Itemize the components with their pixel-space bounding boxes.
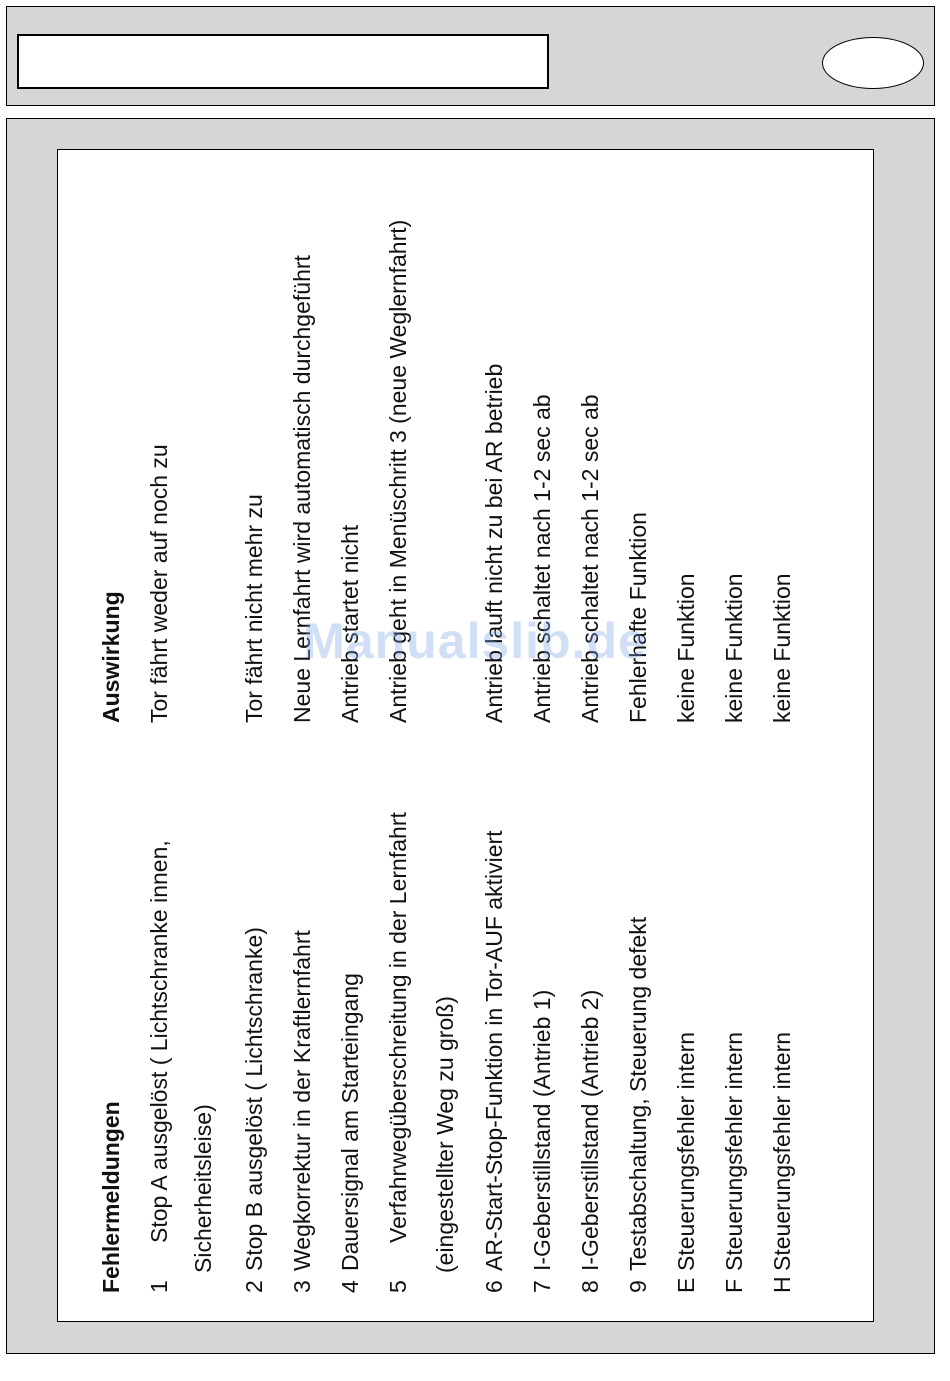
row-effect: Fehlerhafte Funktion <box>625 512 651 723</box>
row-message-continued: (eingestellter Weg zu groß) <box>432 996 458 1273</box>
row-message: Stop A ausgelöst ( Lichtschranke innen, <box>146 840 172 1243</box>
row-message: Verfahrwegüberschreitung in der Lernfahrt <box>385 812 411 1243</box>
row-message: Dauersignal am Starteingang <box>337 973 363 1271</box>
row-number: 6 <box>481 1280 507 1293</box>
error-table-box <box>57 149 874 1322</box>
row-number: 5 <box>385 1280 411 1293</box>
row-message: Steuerungsfehler intern <box>769 1031 795 1271</box>
row-number: H <box>769 1276 795 1293</box>
row-number: 1 <box>146 1280 172 1293</box>
row-effect: Neue Lernfahrt wird automatisch durchgeführt <box>289 255 315 723</box>
row-effect: Antrieb schaltet nach 1-2 sec ab <box>577 394 603 723</box>
row-effect: Antrieb startet nicht <box>337 524 363 723</box>
row-number: 8 <box>577 1280 603 1293</box>
row-message: Wegkorrektur in der Kraftlernfahrt <box>289 930 315 1271</box>
row-message: AR-Start-Stop-Funktion in Tor-AUF aktiviert <box>481 830 507 1271</box>
row-effect: Antrieb schaltet nach 1-2 sec ab <box>529 394 555 723</box>
row-effect: Tor fährt weder auf noch zu <box>146 444 172 723</box>
row-effect: Tor fährt nicht mehr zu <box>241 494 267 723</box>
row-effect: keine Funktion <box>769 573 795 723</box>
row-number: 7 <box>529 1280 555 1293</box>
row-effect: keine Funktion <box>673 573 699 723</box>
error-table <box>58 150 874 1322</box>
row-effect: Antrieb lauft nicht zu bei AR betrieb <box>481 363 507 723</box>
row-message: Stop B ausgelöst ( Lichtschranke) <box>241 927 267 1271</box>
row-message-continued: Sicherheitsleise) <box>190 1104 216 1273</box>
row-number: 4 <box>337 1280 363 1293</box>
title-box <box>17 34 549 89</box>
row-number: 3 <box>289 1280 315 1293</box>
row-message: Steuerungsfehler intern <box>721 1031 747 1271</box>
row-message: Testabschaltung, Steuerung defekt <box>625 916 651 1271</box>
header-panel <box>6 6 935 106</box>
row-message: I-Geberstillstand (Antrieb 1) <box>529 989 555 1271</box>
row-effect: keine Funktion <box>721 573 747 723</box>
watermark: Manualslib.de <box>303 613 647 669</box>
col-header-messages: Fehlermeldungen <box>98 1101 124 1293</box>
page-number-oval <box>822 37 924 89</box>
row-number: E <box>673 1277 699 1293</box>
row-number: 9 <box>625 1280 651 1293</box>
col-header-effect: Auswirkung <box>98 591 124 723</box>
row-message: Steuerungsfehler intern <box>673 1031 699 1271</box>
row-effect: Antrieb geht in Menüschritt 3 (neue Weglernfahrt) <box>385 219 411 723</box>
row-number: 2 <box>241 1280 267 1293</box>
row-message: I-Geberstillstand (Antrieb 2) <box>577 989 603 1271</box>
row-number: F <box>721 1278 747 1293</box>
